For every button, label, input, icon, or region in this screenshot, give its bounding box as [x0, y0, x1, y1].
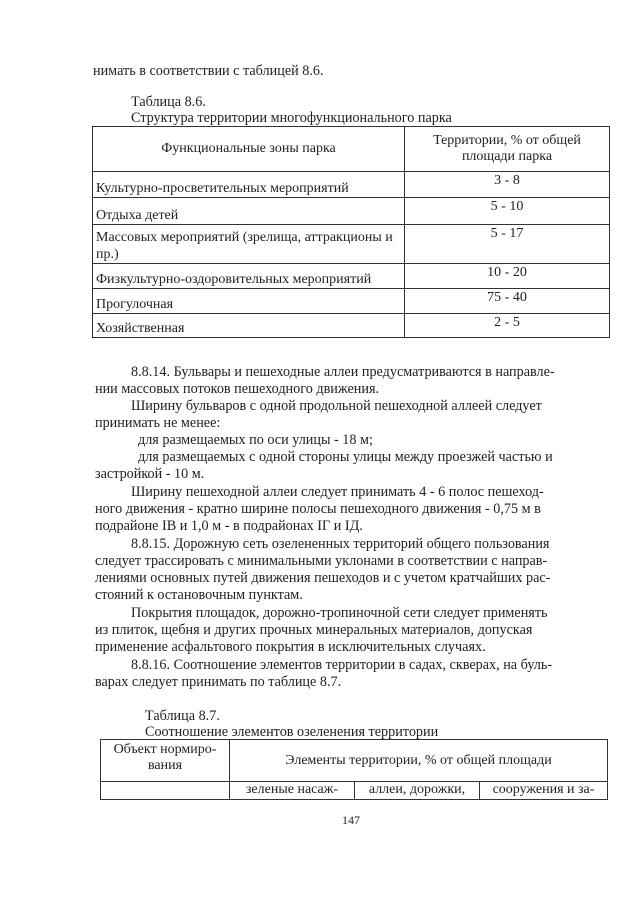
table-87-empty-cell: [101, 782, 230, 800]
paragraph-line: подрайоне IB и 1,0 м - в подрайонах IГ и IД.: [95, 518, 363, 534]
table-cell-value: 75 - 40: [405, 289, 610, 314]
paragraph-line: применение асфальтового покрытия в исключительных случаях.: [95, 639, 486, 655]
table-row: [93, 289, 610, 314]
paragraph-line: [131, 364, 591, 381]
table-87-col-object: Объект нормиро-вания: [101, 740, 230, 782]
table-87-sub-green: зеленые насаж-: [230, 782, 355, 800]
text-line: 8.8.14. Бульвары и пешеходные аллеи предусматриваются в направле-: [131, 364, 555, 380]
table-cell-zone: Отдыха детей: [93, 198, 405, 225]
paragraph-line: ного движения - кратно ширине полосы пешеходного движения - 0,75 м в: [95, 501, 541, 517]
table-row: [93, 314, 610, 338]
paragraph-line: принимать не менее:: [95, 415, 221, 431]
table-87-col-elements: Элементы территории, % от общей площади: [230, 740, 608, 782]
table-cell-value: 5 - 10: [405, 198, 610, 225]
table-cell-zone: Культурно-просветительных мероприятий: [93, 172, 405, 198]
table-cell-zone: Хозяйственная: [93, 314, 405, 338]
table-cell-value: 10 - 20: [405, 264, 610, 289]
table-cell-value: 2 - 5: [405, 314, 610, 338]
paragraph-line: стояний к остановочным пунктам.: [95, 587, 303, 603]
table-86-title: Структура территории многофункционального парка: [131, 110, 452, 126]
intro-line: нимать в соответствии с таблицей 8.6.: [93, 63, 324, 79]
table-86-col-zones: Функциональные зоны парка: [93, 127, 405, 172]
table-86-col-territory: [405, 127, 610, 172]
table-87-sub-alleys: аллеи, дорожки,: [355, 782, 480, 800]
page-number: 147: [342, 813, 360, 827]
table-cell-value: 5 - 17: [405, 225, 610, 264]
table-86-col-territory-line1: Территории, % от общей: [433, 133, 581, 148]
table-86-caption: Таблица 8.6.: [131, 94, 206, 110]
table-87: [100, 739, 608, 800]
table-row: [93, 198, 610, 225]
table-cell-zone: Прогулочная: [93, 289, 405, 314]
paragraph-line: из плиток, щебня и других прочных минеральных материалов, допуская: [95, 622, 533, 638]
paragraph-line: Ширину бульваров с одной продольной пешеходной аллеей следует: [131, 398, 542, 414]
paragraph-line: 8.8.15. Дорожную сеть озелененных территорий общего пользования: [131, 536, 550, 552]
table-87-sub-structures: сооружения и за-: [480, 782, 608, 800]
table-row: [93, 264, 610, 289]
paragraph-line: застройкой - 10 м.: [95, 466, 205, 482]
table-cell-zone: Физкультурно-оздоровительных мероприятий: [93, 264, 405, 289]
table-86: [92, 126, 610, 338]
paragraph-line: для размещаемых по оси улицы - 18 м;: [138, 432, 373, 448]
table-86-col-territory-line2: площади парка: [461, 149, 553, 164]
paragraph-line: варах следует принимать по таблице 8.7.: [95, 674, 342, 690]
paragraph-line: лениями основных путей движения пешеходов и с учетом кратчайших рас-: [95, 570, 551, 586]
table-87-title: Соотношение элементов озеленения территории: [145, 724, 439, 740]
paragraph-line: Ширину пешеходной аллеи следует принимать 4 - 6 полос пешеход-: [131, 484, 544, 500]
table-87-caption: Таблица 8.7.: [145, 708, 220, 724]
table-87-header-row: [101, 740, 608, 782]
paragraph-line: следует трассировать с минимальными уклонами в соответствии с направ-: [95, 553, 548, 569]
table-row: [93, 225, 610, 264]
table-cell-value: 3 - 8: [405, 172, 610, 198]
table-row: [93, 172, 610, 198]
table-86-header-row: [93, 127, 610, 172]
paragraph-line: Покрытия площадок, дорожно-тропиночной сети следует применять: [131, 605, 548, 621]
paragraph-line: нии массовых потоков пешеходного движения.: [95, 381, 380, 397]
paragraph-line: 8.8.16. Соотношение элементов территории в садах, скверах, на буль-: [131, 657, 553, 673]
table-cell-zone: Массовых мероприятий (зрелища, аттракционы и пр.): [93, 225, 405, 264]
paragraph-line: для размещаемых с одной стороны улицы между проезжей частью и: [138, 449, 553, 465]
table-87-subheader-row: [101, 782, 608, 800]
